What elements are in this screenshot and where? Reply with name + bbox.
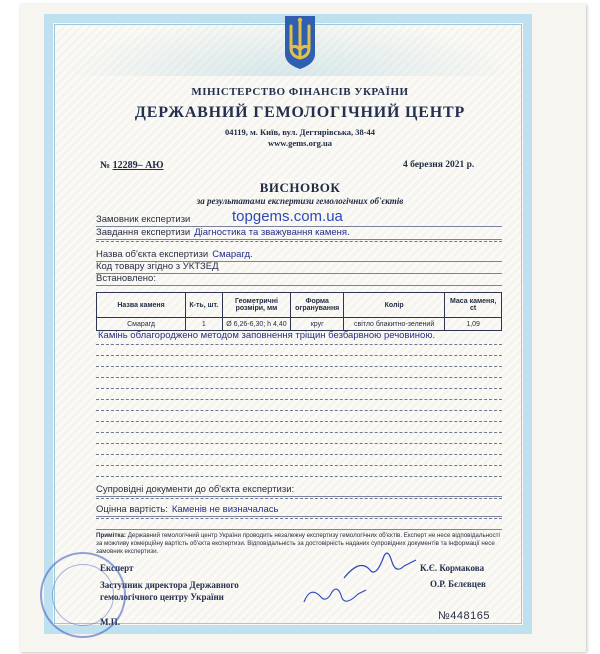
deputy-title-line1: Заступник директора Державного bbox=[100, 580, 239, 590]
col-count: К-ть, шт. bbox=[186, 293, 222, 318]
blank-line bbox=[96, 465, 502, 466]
blank-line bbox=[96, 344, 502, 345]
blank-line bbox=[96, 366, 502, 367]
doc-number-label: № bbox=[100, 160, 111, 171]
blank-line bbox=[96, 432, 502, 433]
note-box bbox=[96, 529, 502, 555]
blank-line bbox=[96, 410, 502, 411]
table-row bbox=[97, 318, 502, 331]
blank-line bbox=[96, 388, 502, 389]
expert-signature bbox=[340, 548, 420, 584]
cell-color: світло блакитно-зелений bbox=[344, 318, 445, 331]
customer-field bbox=[96, 214, 502, 227]
blank-line bbox=[96, 443, 502, 444]
task-value: Діагностика та зважування каменя. bbox=[194, 227, 350, 238]
table-header-row bbox=[97, 293, 502, 318]
task-label: Завдання експертизи bbox=[96, 227, 191, 238]
docs-field bbox=[96, 484, 502, 497]
center-address: 04119, м. Київ, вул. Дегтярівська, 38-44 bbox=[224, 127, 376, 137]
expert-name: К.Є. Кормакова bbox=[420, 563, 485, 573]
blank-line bbox=[96, 454, 502, 455]
cell-dimensions: Ø 6,26-6,30; h 4,40 bbox=[222, 318, 291, 331]
blank-line bbox=[96, 498, 502, 499]
task-field bbox=[96, 227, 502, 240]
mp-label: М.П. bbox=[100, 617, 120, 627]
stones-table bbox=[96, 292, 502, 331]
col-mass: Маса каменя, ct bbox=[445, 293, 502, 318]
blank-line bbox=[96, 377, 502, 378]
value-field bbox=[96, 504, 502, 517]
deputy-signature bbox=[300, 582, 370, 610]
note-label: Примітка: bbox=[96, 532, 126, 539]
established-field bbox=[96, 273, 502, 286]
ministry-name: МІНІСТЕРСТВО ФІНАНСІВ УКРАЇНИ bbox=[191, 86, 409, 98]
blank-line bbox=[96, 421, 502, 422]
center-name: ДЕРЖАВНИЙ ГЕМОЛОГІЧНИЙ ЦЕНТР bbox=[134, 104, 466, 121]
value-label: Оцінна вартість: bbox=[96, 504, 168, 515]
customer-label: Замовник експертизи bbox=[96, 214, 191, 225]
col-color: Колір bbox=[344, 293, 445, 318]
deputy-name: О.Р. Бєлєвцев bbox=[430, 579, 486, 589]
blank-line bbox=[96, 241, 502, 242]
object-value: Смарагд. bbox=[212, 249, 253, 260]
doc-title: ВИСНОВОК bbox=[259, 180, 341, 195]
cell-mass: 1,09 bbox=[445, 318, 502, 331]
col-cut-shape: Форма огранування bbox=[291, 293, 344, 318]
serial-number: №448165 bbox=[438, 610, 491, 622]
doc-number-value: 12289– АЮ bbox=[112, 160, 164, 171]
finding-text: Камінь облагороджено методом заповнення тріщин безбарвною речовиною. bbox=[98, 330, 436, 341]
expert-label: Експерт bbox=[100, 563, 134, 573]
note-text: Державний гемологічний центр України проводить незалежну експертизу гемологічних об'єктів. Експерт не несе відповідальності за можливу комерційну вартість об'єкта експертизи. Відповідальність за достовірність наданих супровідних документів та інформації несе замовник експертизи. bbox=[96, 532, 500, 555]
col-dimensions: Геометричні розміри, мм bbox=[222, 293, 291, 318]
blank-line bbox=[96, 518, 502, 519]
cell-count: 1 bbox=[186, 318, 222, 331]
cell-cut-shape: круг bbox=[291, 318, 344, 331]
col-stone-name: Назва каменя bbox=[97, 293, 186, 318]
code-label: Код товару згідно з УКТЗЕД bbox=[96, 261, 219, 272]
site-watermark: topgems.com.ua bbox=[232, 208, 343, 225]
deputy-title-line2: гемологічного центру України bbox=[100, 592, 224, 602]
object-label: Назва об'єкта експертизи bbox=[96, 249, 209, 260]
docs-label: Супровідні документи до об'єкта експертизи: bbox=[96, 484, 295, 495]
official-seal-inner bbox=[52, 564, 114, 626]
blank-line bbox=[96, 476, 502, 477]
blank-line bbox=[96, 355, 502, 356]
doc-number bbox=[100, 160, 164, 171]
center-website: www.gems.org.ua bbox=[268, 138, 332, 148]
doc-date: 4 березня 2021 р. bbox=[403, 160, 475, 170]
established-label: Встановлено: bbox=[96, 273, 156, 284]
doc-subtitle: за результатами експертизи гемологічних об'єктів bbox=[196, 196, 404, 206]
value-value: Каменів не визначалась bbox=[171, 504, 279, 515]
ukraine-trident-icon bbox=[282, 14, 318, 70]
blank-line bbox=[96, 399, 502, 400]
cell-stone-name: Смарагд bbox=[97, 318, 186, 331]
